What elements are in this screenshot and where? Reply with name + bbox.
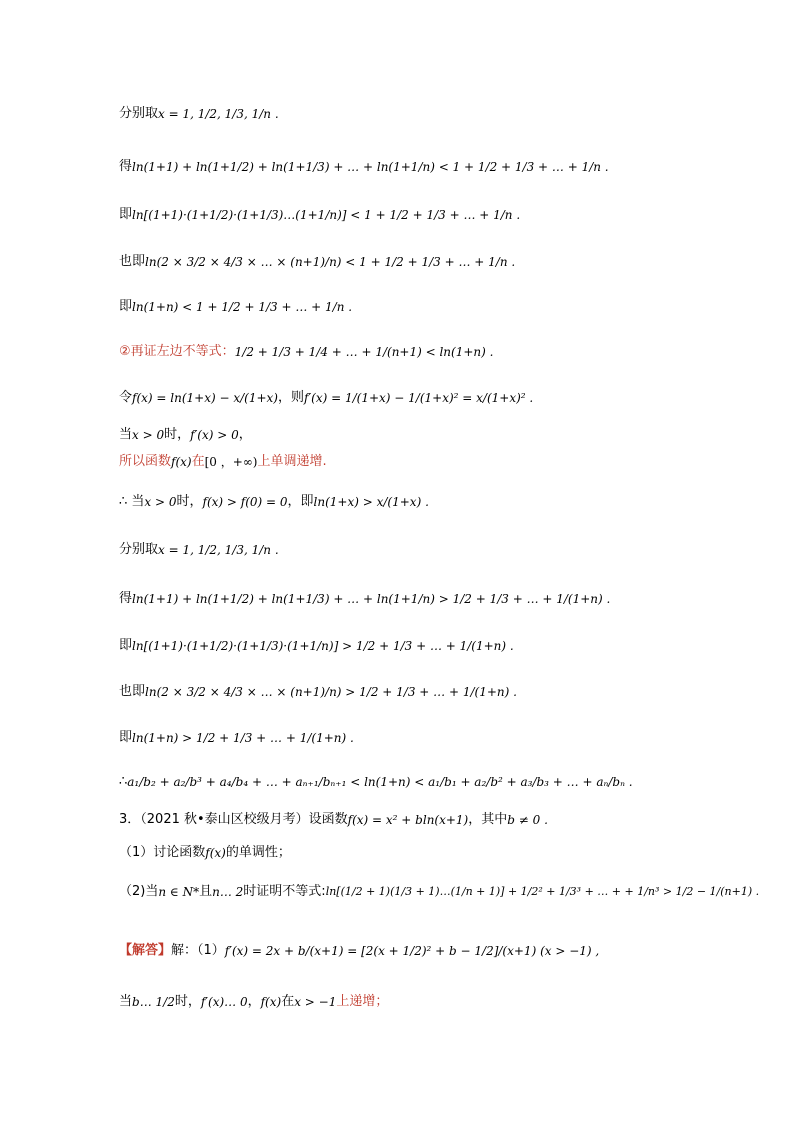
math: f(x) (260, 995, 282, 1009)
text: （1）讨论函数 (119, 845, 206, 860)
math: ln(1+1) + ln(1+1/2) + ln(1+1/3) + … + ln(1+1/n) > 1/2 + 1/3 + … + 1/(1+n) . (132, 592, 611, 606)
text: 在 (191, 454, 205, 469)
text: ，则 (277, 390, 304, 405)
math: f(x) = x² + bln(x+1) (347, 813, 469, 827)
math: ln[(1/2 + 1)(1/3 + 1)…(1/n + 1)] + 1/2² + 1/3³ + … + + 1/n³ > 1/2 − 1/(n+1) . (325, 885, 760, 898)
line-choose-x (119, 104, 734, 124)
math: x > 0 (144, 495, 177, 509)
text: 即 (119, 207, 133, 222)
line-part-1 (119, 843, 734, 863)
text: 时， (164, 427, 191, 442)
math: ln(2 × 3/2 × 4/3 × … × (n+1)/n) > 1/2 + 1/3 + … + 1/(1+n) . (145, 685, 517, 699)
text: 得 (119, 591, 133, 606)
text: 上单调递增. (257, 454, 327, 469)
math: ln(1+n) > 1/2 + 1/3 + … + 1/(1+n) . (132, 731, 354, 745)
math: b… 1/2 (132, 995, 175, 1009)
text: 也即 (119, 684, 146, 699)
line-conclusion-lt (119, 297, 734, 317)
line-answer (119, 941, 734, 961)
line-product-ln-lt (119, 205, 734, 225)
text: 当 (119, 994, 133, 1009)
text: 即 (119, 299, 133, 314)
line-final-inequality (119, 772, 734, 792)
math: ln(1+1) + ln(1+1/2) + ln(1+1/3) + … + ln(1+1/n) < 1 + 1/2 + 1/3 + … + 1/n . (132, 160, 609, 174)
math: 1/2 + 1/3 + 1/4 + … + 1/(n+1) < ln(1+n) . (234, 345, 494, 359)
text: ，即 (287, 494, 314, 509)
line-define-f (119, 388, 734, 408)
math: ln[(1+1)·(1+1/2)·(1+1/3)·(1+1/n)] > 1/2 + 1/3 + … + 1/(1+n) . (132, 639, 514, 653)
math: x > 0 (132, 428, 165, 442)
text: 令 (119, 390, 133, 405)
math: n ∈ N* (158, 885, 200, 899)
math: f(x) (205, 846, 226, 860)
line-product-ln-gt (119, 636, 734, 656)
text: 上递增； (336, 994, 389, 1009)
line-problem-3 (119, 810, 734, 830)
text: ②再证左边不等式： (119, 344, 235, 359)
text: 即 (119, 638, 133, 653)
text: ∴ (119, 774, 128, 789)
math: n… 2 (212, 885, 244, 899)
math: x = 1, 1/2, 1/3, 1/n . (158, 543, 279, 557)
line-case-b (119, 992, 734, 1012)
text: 时， (176, 494, 203, 509)
line-sum-ln-lt (119, 157, 734, 177)
line-therefore-positive (119, 492, 734, 512)
math: ln(1+n) < 1 + 1/2 + 1/3 + … + 1/n . (132, 300, 353, 314)
text: 的单调性； (225, 845, 291, 860)
math: f(x) = ln(1+x) − x/(1+x) (132, 391, 278, 405)
math: f′(x) = 2x + b/(x+1) = [2(x + 1/2)² + b − 1/2]/(x+1) (x > −1) , (224, 944, 600, 958)
text: 3．（2021 秋•泰山区校级月考）设函数 (119, 812, 348, 827)
text: 也即 (119, 254, 146, 269)
math: f′(x) > 0 (190, 428, 239, 442)
text: ，其中 (468, 812, 508, 827)
text: 且 (199, 884, 213, 899)
line-part-2 (119, 882, 760, 902)
line-left-inequality (119, 342, 734, 362)
math: f(x) (171, 455, 192, 469)
math: x = 1, 1/2, 1/3, 1/n . (158, 107, 279, 121)
line-telescoping-lt (119, 252, 734, 272)
math: [0 ，+∞) (204, 455, 258, 469)
text: ∴ 当 (119, 494, 145, 509)
line-telescoping-gt (119, 682, 734, 702)
math: f′(x) = 1/(1+x) − 1/(1+x)² = x/(1+x)² . (304, 391, 534, 405)
text: （2)当 (119, 884, 159, 899)
text: 分别取 (119, 106, 159, 121)
line-conclusion-gt (119, 728, 734, 748)
text: ， (247, 994, 261, 1009)
line-sum-ln-gt (119, 589, 734, 609)
text: 在 (281, 994, 295, 1009)
text: 得 (119, 159, 133, 174)
math: ln(1+x) > x/(1+x) . (313, 495, 429, 509)
text: 解：（1） (171, 943, 225, 958)
math: b ≠ 0 . (507, 813, 548, 827)
math: f(x) > f(0) = 0 (202, 495, 288, 509)
text: 时， (174, 994, 201, 1009)
math: x > −1 (294, 995, 337, 1009)
text: 所以函数 (119, 454, 172, 469)
line-derivative-positive (119, 425, 734, 445)
text: 即 (119, 730, 133, 745)
text: 分别取 (119, 542, 159, 557)
math: a₁/b₂ + a₂/b³ + a₄/b₄ + … + aₙ₊₁/bₙ₊₁ < ln(1+n) < a₁/b₁ + a₂/b² + a₃/b₃ + … + aₙ/bₙ . (127, 775, 633, 789)
answer-tag: 【解答】 (119, 943, 172, 958)
math: ln[(1+1)·(1+1/2)·(1+1/3)…(1+1/n)] < 1 + 1/2 + 1/3 + … + 1/n . (132, 208, 521, 222)
math: f′(x)… 0 (200, 995, 248, 1009)
text: 当 (119, 427, 133, 442)
math: ln(2 × 3/2 × 4/3 × … × (n+1)/n) < 1 + 1/2 + 1/3 + … + 1/n . (145, 255, 516, 269)
line-increasing (119, 452, 734, 472)
line-choose-x-2 (119, 540, 734, 560)
text: 时证明不等式: (243, 884, 326, 899)
text: ， (238, 427, 252, 442)
